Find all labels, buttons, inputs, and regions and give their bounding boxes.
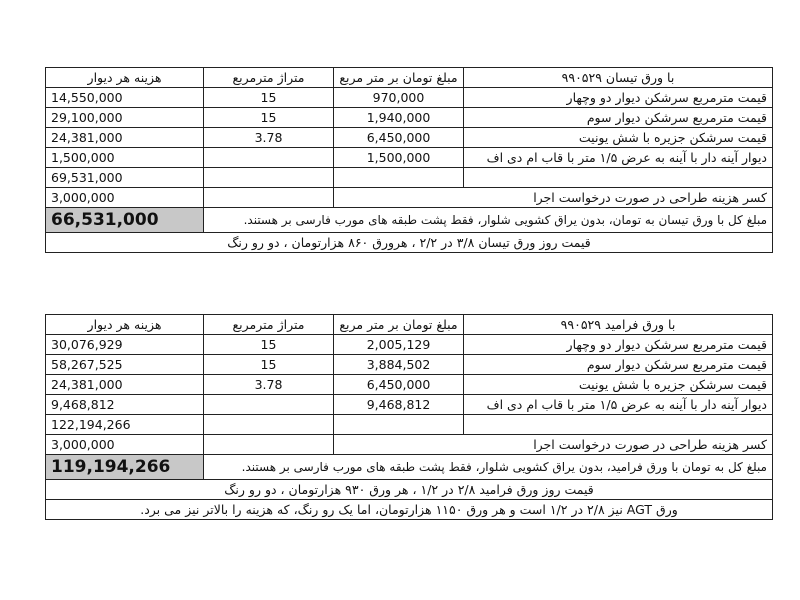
discount-row	[46, 435, 773, 455]
table-row	[46, 355, 773, 375]
header-title: با ورق تیسان ۹۹۰۵۲۹	[464, 68, 773, 88]
price-note: قیمت روز ورق فرامید ۲/۸ در ۱/۲ ، هر ورق ۹۳۰ هزارتومان ، دو رو رنگ	[46, 480, 773, 500]
description-cell: قیمت مترمربع سرشکن دیوار دو وچهار	[464, 335, 773, 355]
description-cell: قیمت مترمربع سرشکن دیوار سوم	[464, 355, 773, 375]
total-value: 66,531,000	[46, 208, 204, 233]
wall-cost-cell: 58,267,525	[46, 355, 204, 375]
header-row	[46, 68, 773, 88]
wall-cost-cell: 24,381,000	[46, 375, 204, 395]
unit-price-cell: 1,940,000	[334, 108, 464, 128]
header-title: با ورق فرامید ۹۹۰۵۲۹	[464, 315, 773, 335]
note-row	[46, 480, 773, 500]
description-cell: قیمت سرشکن جزیره با شش یونیت	[464, 375, 773, 395]
description-cell: دیوار آینه دار با آینه به عرض ۱/۵ متر با قاب ام دی اف	[464, 395, 773, 415]
area-cell: 15	[204, 88, 334, 108]
area-cell: 3.78	[204, 128, 334, 148]
note-row	[46, 233, 773, 253]
wall-cost-cell: 9,468,812	[46, 395, 204, 415]
discount-label: کسر هزینه طراحی در صورت درخواست اجرا	[334, 435, 773, 455]
area-cell: 15	[204, 335, 334, 355]
header-area: متراژ مترمربع	[204, 68, 334, 88]
header-unit-price: مبلغ تومان بر متر مربع	[334, 68, 464, 88]
area-cell: 3.78	[204, 375, 334, 395]
header-wall-cost: هزینه هر دیوار	[46, 68, 204, 88]
description-cell: دیوار آینه دار با آینه به عرض ۱/۵ متر با قاب ام دی اف	[464, 148, 773, 168]
unit-price-cell: 1,500,000	[334, 148, 464, 168]
note-row	[46, 500, 773, 520]
total-label: مبلغ کل با ورق تیسان به تومان، بدون یراق کشویی شلوار، فقط پشت طبقه های مورب فارسی بر هستند.	[204, 208, 773, 233]
total-row	[46, 455, 773, 480]
wall-cost-cell: 30,076,929	[46, 335, 204, 355]
total-value: 119,194,266	[46, 455, 204, 480]
table-row	[46, 395, 773, 415]
description-cell: قیمت مترمربع سرشکن دیوار دو وچهار	[464, 88, 773, 108]
subtotal-cell: 122,194,266	[46, 415, 204, 435]
header-wall-cost: هزینه هر دیوار	[46, 315, 204, 335]
table-row	[46, 375, 773, 395]
total-row	[46, 208, 773, 233]
wall-cost-cell: 14,550,000	[46, 88, 204, 108]
unit-price-cell: 970,000	[334, 88, 464, 108]
tisan-price-table	[45, 67, 773, 253]
total-label: مبلغ کل به تومان با ورق فرامید، بدون یراق کشویی شلوار، فقط پشت طبقه های مورب فارسی بر هستند.	[204, 455, 773, 480]
unit-price-cell: 6,450,000	[334, 128, 464, 148]
unit-price-cell: 3,884,502	[334, 355, 464, 375]
table-row	[46, 148, 773, 168]
discount-row	[46, 188, 773, 208]
unit-price-cell: 6,450,000	[334, 375, 464, 395]
discount-label: کسر هزینه طراحی در صورت درخواست اجرا	[334, 188, 773, 208]
area-cell: 15	[204, 355, 334, 375]
header-area: متراژ مترمربع	[204, 315, 334, 335]
description-cell: قیمت سرشکن جزیره با شش یونیت	[464, 128, 773, 148]
table-row	[46, 88, 773, 108]
faramid-price-table	[45, 314, 773, 520]
discount-value: 3,000,000	[46, 188, 204, 208]
agt-note: ورق AGT نیز ۲/۸ در ۱/۲ است و هر ورق ۱۱۵۰ هزارتومان، اما یک رو رنگ، که هزینه را بالاتر نیز می برد.	[46, 500, 773, 520]
header-row	[46, 315, 773, 335]
subtotal-cell: 69,531,000	[46, 168, 204, 188]
unit-price-cell: 2,005,129	[334, 335, 464, 355]
price-note: قیمت روز ورق تیسان ۳/۸ در ۲/۲ ، هرورق ۸۶۰ هزارتومان ، دو رو رنگ	[46, 233, 773, 253]
area-cell	[204, 395, 334, 415]
subtotal-row	[46, 415, 773, 435]
description-cell: قیمت مترمربع سرشکن دیوار سوم	[464, 108, 773, 128]
unit-price-cell: 9,468,812	[334, 395, 464, 415]
table-row	[46, 128, 773, 148]
header-unit-price: مبلغ تومان بر متر مربع	[334, 315, 464, 335]
wall-cost-cell: 29,100,000	[46, 108, 204, 128]
area-cell: 15	[204, 108, 334, 128]
discount-value: 3,000,000	[46, 435, 204, 455]
wall-cost-cell: 24,381,000	[46, 128, 204, 148]
subtotal-row	[46, 168, 773, 188]
wall-cost-cell: 1,500,000	[46, 148, 204, 168]
area-cell	[204, 148, 334, 168]
table-row	[46, 335, 773, 355]
table-row	[46, 108, 773, 128]
